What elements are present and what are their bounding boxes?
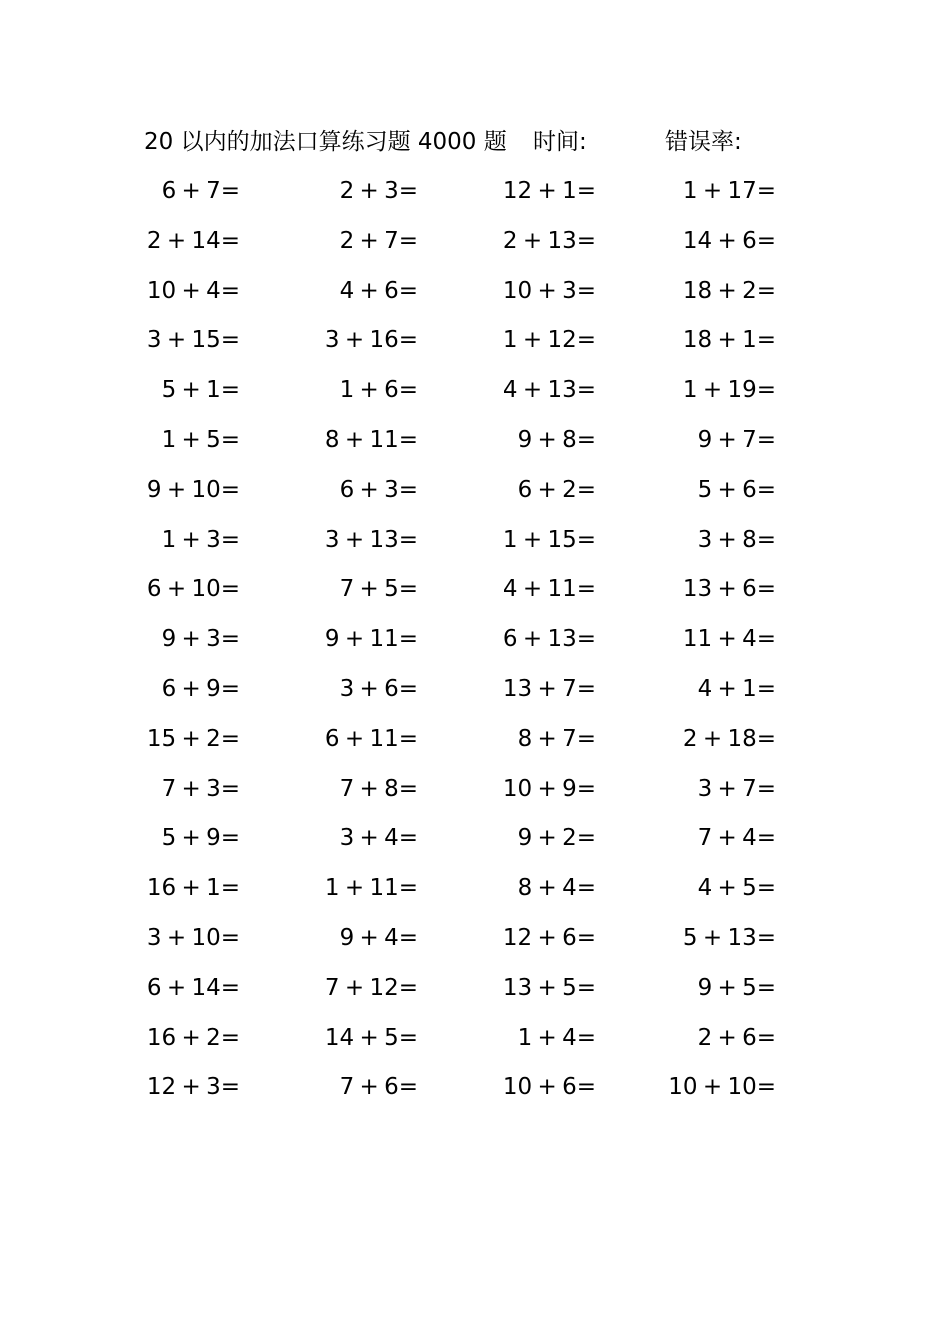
addition-problem: 12 + 1= <box>502 178 596 204</box>
addition-problem: 12 + 3= <box>146 1074 240 1101</box>
addition-problem: 1 + 5= <box>161 426 240 453</box>
addition-problem: 9 + 3= <box>161 626 240 653</box>
addition-problem: 4 + 5= <box>697 875 776 902</box>
addition-problem: 9 + 2= <box>517 825 596 852</box>
error-rate-label: 错误率: <box>665 129 742 155</box>
addition-problem: 1 + 6= <box>339 377 418 404</box>
addition-problem: 5 + 9= <box>161 825 240 852</box>
addition-problem: 9 + 4= <box>339 924 418 951</box>
addition-problem: 2 + 13= <box>502 227 596 254</box>
addition-problem: 9 + 11= <box>324 626 418 653</box>
addition-problem: 6 + 14= <box>146 974 240 1001</box>
addition-problem: 6 + 11= <box>324 725 418 752</box>
addition-problem: 7 + 3= <box>161 775 240 802</box>
problem-row <box>0 620 950 670</box>
addition-problem: 13 + 6= <box>682 576 776 603</box>
addition-problem: 8 + 4= <box>517 875 596 902</box>
addition-problem: 7 + 12= <box>324 974 418 1001</box>
problem-row <box>0 570 950 620</box>
problem-row <box>0 969 950 1019</box>
addition-problem: 5 + 6= <box>697 476 776 503</box>
addition-problem: 5 + 1= <box>161 377 240 404</box>
problem-row <box>0 321 950 371</box>
time-label: 时间: <box>533 129 587 155</box>
addition-problem: 2 + 6= <box>697 1024 776 1051</box>
addition-problem: 8 + 11= <box>324 426 418 453</box>
addition-problem: 3 + 13= <box>324 526 418 553</box>
addition-problem: 15 + 2= <box>146 725 240 752</box>
problem-row <box>0 521 950 571</box>
problem-row <box>0 471 950 521</box>
addition-problem: 3 + 16= <box>324 327 418 354</box>
addition-problem: 9 + 10= <box>146 476 240 503</box>
problem-row <box>0 272 950 322</box>
addition-problem: 9 + 5= <box>697 974 776 1001</box>
addition-problem: 1 + 11= <box>324 875 418 902</box>
addition-problem: 2 + 7= <box>339 227 418 254</box>
addition-problem: 6 + 7= <box>161 178 240 204</box>
addition-problem: 4 + 13= <box>502 377 596 404</box>
addition-problem: 7 + 6= <box>339 1074 418 1101</box>
addition-problem: 9 + 8= <box>517 426 596 453</box>
problem-row <box>0 869 950 919</box>
problem-row <box>0 172 950 222</box>
addition-problem: 6 + 2= <box>517 476 596 503</box>
addition-problem: 2 + 14= <box>146 227 240 254</box>
addition-problem: 6 + 10= <box>146 576 240 603</box>
addition-problem: 10 + 6= <box>502 1074 596 1101</box>
addition-problem: 3 + 7= <box>697 775 776 802</box>
addition-problem: 7 + 4= <box>697 825 776 852</box>
addition-problem: 1 + 4= <box>517 1024 596 1051</box>
addition-problem: 3 + 6= <box>339 675 418 702</box>
addition-problem: 4 + 11= <box>502 576 596 603</box>
addition-problem: 2 + 18= <box>682 725 776 752</box>
problem-row <box>0 1068 950 1118</box>
addition-problem: 13 + 7= <box>502 675 596 702</box>
addition-problem: 16 + 1= <box>146 875 240 902</box>
problem-row <box>0 670 950 720</box>
addition-problem: 7 + 5= <box>339 576 418 603</box>
addition-problem: 18 + 2= <box>682 277 776 304</box>
worksheet-title: 20 以内的加法口算练习题 4000 题 <box>144 129 507 155</box>
addition-problem: 6 + 9= <box>161 675 240 702</box>
addition-problem: 14 + 6= <box>682 227 776 254</box>
worksheet-header <box>0 124 950 160</box>
addition-problem: 3 + 4= <box>339 825 418 852</box>
addition-problem: 6 + 13= <box>502 626 596 653</box>
addition-problem: 3 + 8= <box>697 526 776 553</box>
addition-problem: 14 + 5= <box>324 1024 418 1051</box>
addition-problem: 6 + 3= <box>339 476 418 503</box>
addition-problem: 3 + 10= <box>146 924 240 951</box>
addition-problem: 10 + 4= <box>146 277 240 304</box>
problem-row <box>0 371 950 421</box>
problem-row <box>0 222 950 272</box>
addition-problem: 1 + 19= <box>682 377 776 404</box>
addition-problem: 1 + 17= <box>682 178 776 204</box>
addition-problem: 12 + 6= <box>502 924 596 951</box>
addition-problem: 16 + 2= <box>146 1024 240 1051</box>
addition-problem: 10 + 10= <box>668 1074 776 1101</box>
addition-problem: 18 + 1= <box>682 327 776 354</box>
problem-row <box>0 819 950 869</box>
addition-problem: 1 + 12= <box>502 327 596 354</box>
addition-problem: 10 + 3= <box>502 277 596 304</box>
addition-problem: 10 + 9= <box>502 775 596 802</box>
problem-row <box>0 720 950 770</box>
problem-grid <box>0 172 950 1118</box>
addition-problem: 5 + 13= <box>682 924 776 951</box>
problem-row <box>0 770 950 820</box>
addition-problem: 4 + 6= <box>339 277 418 304</box>
addition-problem: 11 + 4= <box>682 626 776 653</box>
addition-problem: 2 + 3= <box>339 178 418 204</box>
problem-row <box>0 421 950 471</box>
addition-problem: 4 + 1= <box>697 675 776 702</box>
problem-row <box>0 1019 950 1069</box>
addition-problem: 1 + 15= <box>502 526 596 553</box>
problem-row <box>0 919 950 969</box>
addition-problem: 7 + 8= <box>339 775 418 802</box>
addition-problem: 9 + 7= <box>697 426 776 453</box>
addition-problem: 3 + 15= <box>146 327 240 354</box>
addition-problem: 13 + 5= <box>502 974 596 1001</box>
addition-problem: 8 + 7= <box>517 725 596 752</box>
addition-problem: 1 + 3= <box>161 526 240 553</box>
